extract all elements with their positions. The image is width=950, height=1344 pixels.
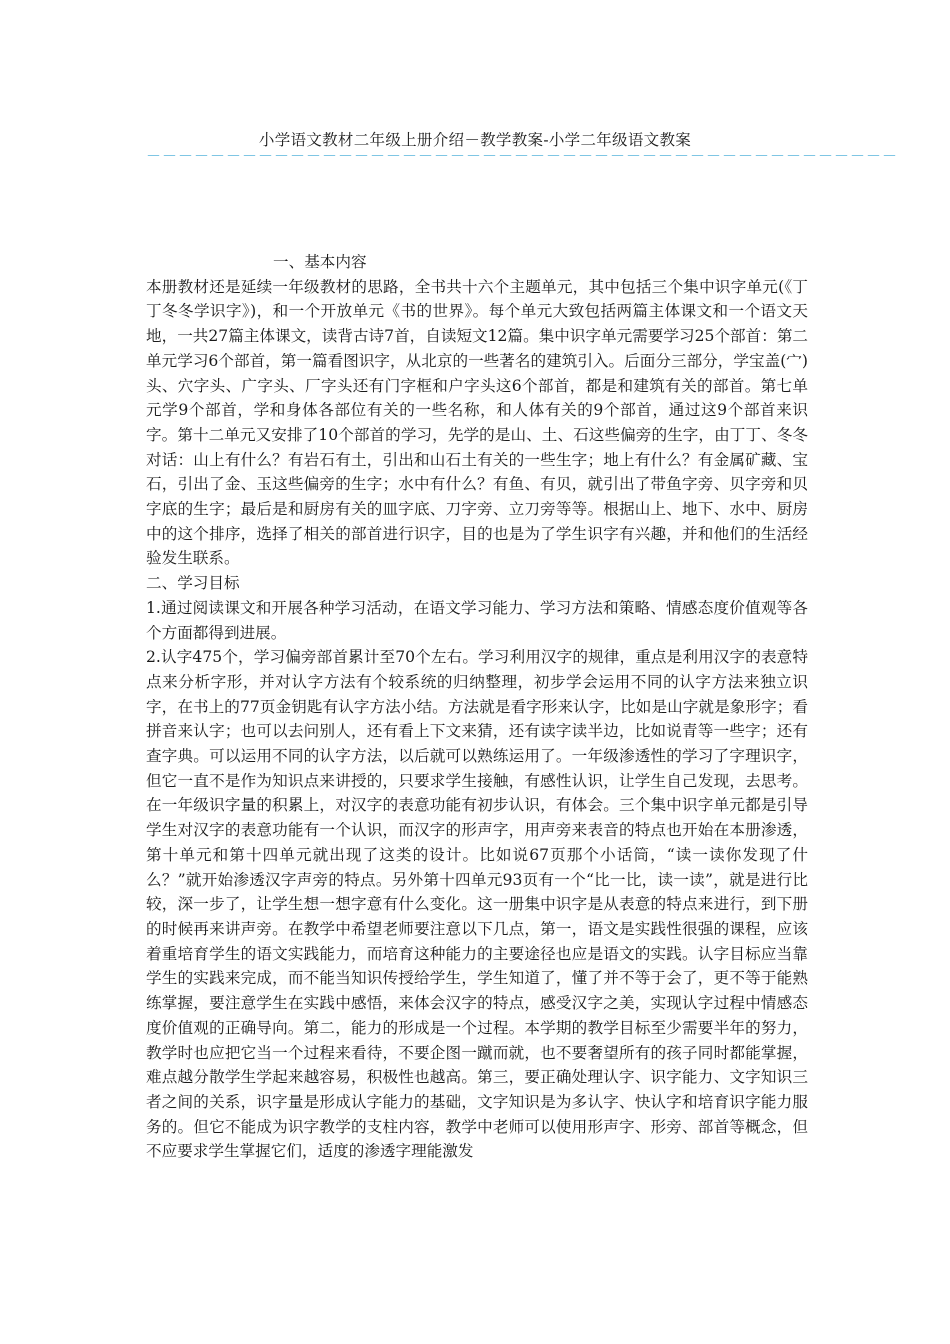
document-body bbox=[146, 250, 808, 1164]
paragraph: 2.认字475个，学习偏旁部首累计至70个左右。学习利用汉字的规律，重点是利用汉字的表意特点来分析字形，并对认字方法有个较系统的归纳整理，初步学会运用不同的认字方法来独立识字，在书上的77页金钥匙有认字方法小结。方法就是看字形来认字，比如是山字就是象形字；看拼音来认字；也可以去问别人，还有看上下文来猜，还有读字读半边，比如说青等一些字；还有查字典。可以运用不同的认字方法，以后就可以熟练运用了。一年级渗透性的学习了字理识字，但它一直不是作为知识点来讲授的，只要求学生接触，有感性认识，让学生自己发现，去思考。在一年级识字量的积累上，对汉字的表意功能有初步认识，有体会。三个集中识字单元都是引导学生对汉字的表意功能有一个认识，而汉字的形声字，用声旁来表音的特点也开始在本册渗透，第十单元和第十四单元就出现了这类的设计。比如说67页那个小话筒，“读一读你发现了什么？”就开始渗透汉字声旁的特点。另外第十四单元93页有一个“比一比，读一读”，就是进行比较，深一步了，让学生想一想字意有什么变化。这一册集中识字是从表意的特点来进行，到下册的时候再来讲声旁。在教学中希望老师要注意以下几点，第一，语文是实践性很强的课程，应该着重培育学生的语文实践能力，而培育这种能力的主要途径也应是语文的实践。认字目标应当靠学生的实践来完成，而不能当知识传授给学生，学生知道了，懂了并不等于会了，更不等于能熟练掌握，要注意学生在实践中感悟，来体会汉字的特点，感受汉字之美，实现认字过程中情感态度价值观的正确导向。第二，能力的形成是一个过程。本学期的教学目标至少需要半年的努力，教学时也应把它当一个过程来看待，不要企图一蹴而就，也不要奢望所有的孩子同时都能掌握，难点越分散学生学起来越容易，积极性也越高。第三，要正确处理认字、识字能力、文字知识三者之间的关系，识字量是形成认字能力的基础，文字知识是为多认字、快认字和培育识字能力服务的。但它不能成为识字教学的支柱内容，教学中老师可以使用形声字、形旁、部首等概念，但不应要求学生掌握它们，适度的渗透字理能激发 bbox=[146, 648, 808, 1161]
paragraph: 本册教材还是延续一年级教材的思路，全书共十六个主题单元，其中包括三个集中识字单元(《丁丁冬冬学识字》)，和一个开放单元《书的世界》。每个单元大致包括两篇主体课文和一个语文天地，一共27篇主体课文，读背古诗7首，自读短文12篇。集中识字单元需要学习25个部首：第二单元学习6个部首，第一篇看图识字，从北京的一些著名的建筑引入。后面分三部分，学宝盖(宀)头、穴字头、广字头、厂字头还有门字框和户字头这6个部首，都是和建筑有关的部首。第七单元学9个部首，学和身体各部位有关的一些名称，和人体有关的9个部首，通过这9个部首来识字。第十二单元又安排了10个部首的学习，先学的是山、土、石这些偏旁的生字，由丁丁、冬冬对话：山上有什么？有岩石有土，引出和山石土有关的一些生字；地上有什么？有金属矿藏、宝石，引出了金、玉这些偏旁的生字；水中有什么？有鱼、有贝，就引出了带鱼字旁、贝字旁和贝字底的生字；最后是和厨房有关的皿字底、刀字旁、立刀旁等等。根据山上、地下、水中、厨房中的这个排序，选择了相关的部首进行识字，目的也是为了学生识字有兴趣，并和他们的生活经验发生联系。 bbox=[146, 277, 809, 568]
section-heading: 一、基本内容 bbox=[273, 253, 367, 271]
title-rule: －－－－－－－－－－－－－－－－－－－－－－－－－－－－－－－－－－－－－－－－－－－－－－－ bbox=[146, 147, 899, 165]
section-heading: 二、学习目标 bbox=[146, 574, 240, 593]
paragraph: 1.通过阅读课文和开展各种学习活动，在语文学习能力、学习方法和策略、情感态度价值观等各个方面都得到进展。 bbox=[146, 598, 808, 642]
page-title: 小学语文教材二年级上册介绍－教学教案-小学二年级语文教案 bbox=[258, 131, 692, 149]
